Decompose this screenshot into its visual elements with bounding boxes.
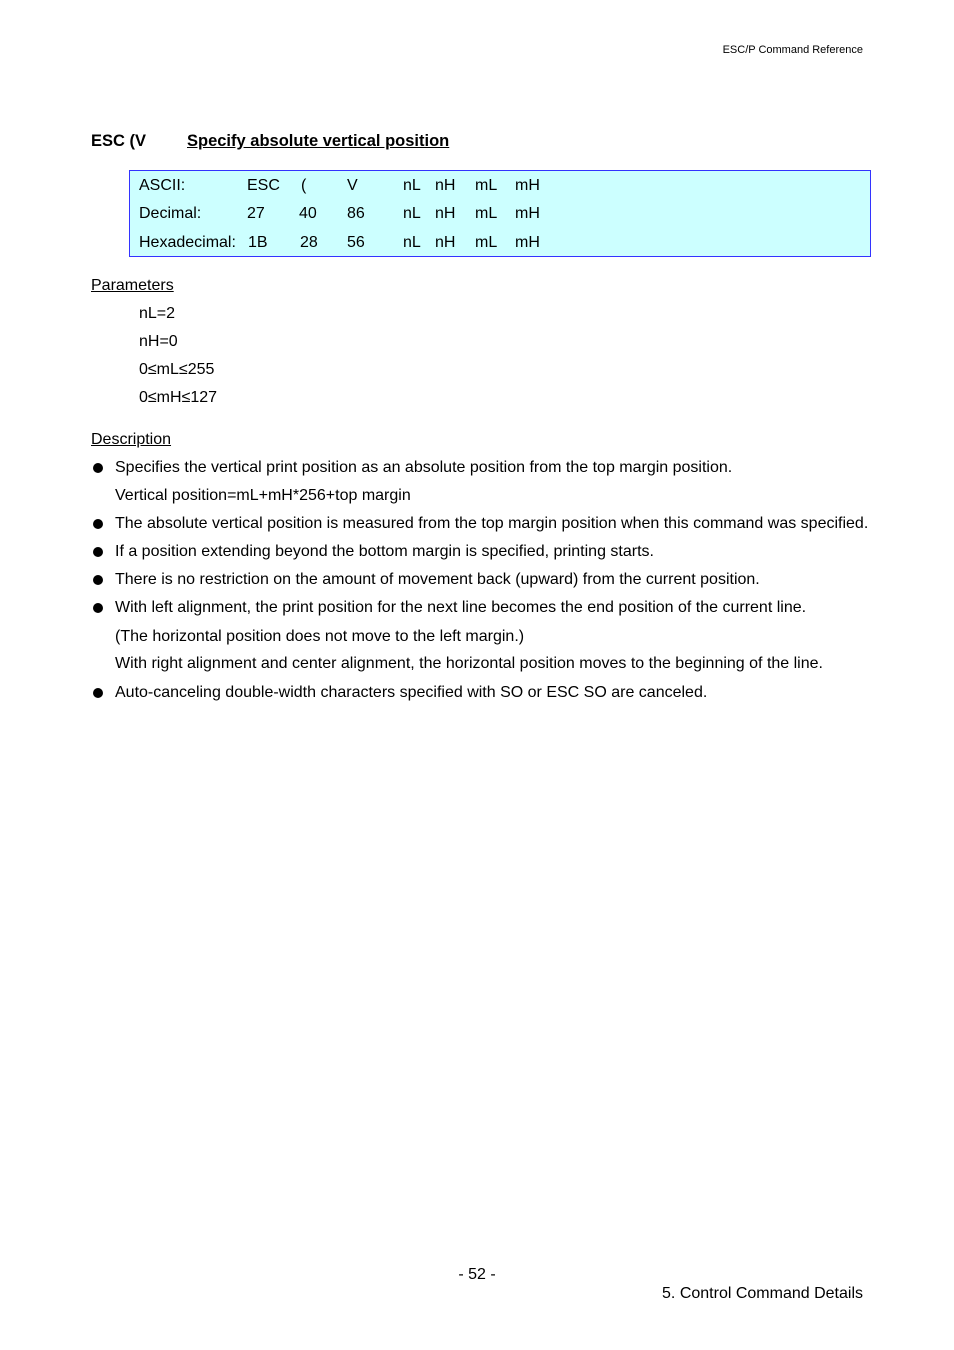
code-cell: ( bbox=[301, 177, 307, 194]
code-row-hex bbox=[130, 234, 870, 254]
bullet-icon bbox=[93, 688, 103, 698]
description-line: Vertical position=mL+mH*256+top margin bbox=[115, 487, 411, 504]
code-cell: nH bbox=[435, 205, 456, 222]
footer-chapter: 5. Control Command Details bbox=[662, 1285, 863, 1302]
code-cell: mH bbox=[515, 234, 540, 251]
code-cell: nH bbox=[435, 234, 456, 251]
running-header: ESC/P Command Reference bbox=[722, 44, 863, 56]
row-label: ASCII: bbox=[139, 177, 186, 194]
description-line: The absolute vertical position is measured from the top margin position when this command was specified. bbox=[115, 515, 869, 532]
parameter-item: nH=0 bbox=[139, 333, 178, 350]
command-code-table bbox=[129, 170, 871, 257]
description-line: There is no restriction on the amount of movement back (upward) from the current position. bbox=[115, 571, 760, 588]
command-title: Specify absolute vertical position bbox=[187, 132, 450, 150]
row-label: Decimal: bbox=[139, 205, 202, 222]
code-cell: 56 bbox=[347, 234, 365, 251]
code-cell: mL bbox=[475, 177, 498, 194]
code-cell: mL bbox=[475, 205, 498, 222]
code-cell: nL bbox=[403, 234, 421, 251]
description-heading: Description bbox=[91, 431, 172, 448]
description-line: (The horizontal position does not move to the left margin.) bbox=[115, 628, 525, 645]
code-cell: mH bbox=[515, 205, 540, 222]
description-line: Auto-canceling double-width characters specified with SO or ESC SO are canceled. bbox=[115, 684, 708, 701]
page-number: - 52 - bbox=[458, 1266, 496, 1283]
code-cell: V bbox=[347, 177, 358, 194]
description-line: Specifies the vertical print position as an absolute position from the top margin position. bbox=[115, 459, 733, 476]
code-cell: mL bbox=[475, 234, 498, 251]
bullet-icon bbox=[93, 575, 103, 585]
parameter-item: nL=2 bbox=[139, 305, 176, 322]
bullet-icon bbox=[93, 603, 103, 613]
code-cell: nL bbox=[403, 177, 421, 194]
parameter-item: 0≤mL≤255 bbox=[139, 361, 215, 378]
bullet-icon bbox=[93, 463, 103, 473]
bullet-icon bbox=[93, 547, 103, 557]
code-row-decimal bbox=[130, 205, 870, 225]
code-cell: 1B bbox=[248, 234, 268, 251]
code-cell: 27 bbox=[247, 205, 265, 222]
code-row-ascii bbox=[130, 177, 870, 197]
code-cell: mH bbox=[515, 177, 540, 194]
command-heading bbox=[91, 132, 449, 151]
row-label: Hexadecimal: bbox=[139, 234, 236, 251]
parameters-heading: Parameters bbox=[91, 277, 174, 294]
code-cell: 40 bbox=[299, 205, 317, 222]
command-name: ESC (V bbox=[91, 132, 147, 150]
description-line: With right alignment and center alignment, the horizontal position moves to the beginning of the line. bbox=[115, 655, 823, 672]
code-cell: nH bbox=[435, 177, 456, 194]
bullet-icon bbox=[93, 519, 103, 529]
code-cell: nL bbox=[403, 205, 421, 222]
code-cell: ESC bbox=[247, 177, 280, 194]
code-cell: 86 bbox=[347, 205, 365, 222]
parameter-item: 0≤mH≤127 bbox=[139, 389, 218, 406]
description-line: If a position extending beyond the bottom margin is specified, printing starts. bbox=[115, 543, 654, 560]
code-cell: 28 bbox=[300, 234, 318, 251]
description-line: With left alignment, the print position for the next line becomes the end position of the current line. bbox=[115, 599, 807, 616]
